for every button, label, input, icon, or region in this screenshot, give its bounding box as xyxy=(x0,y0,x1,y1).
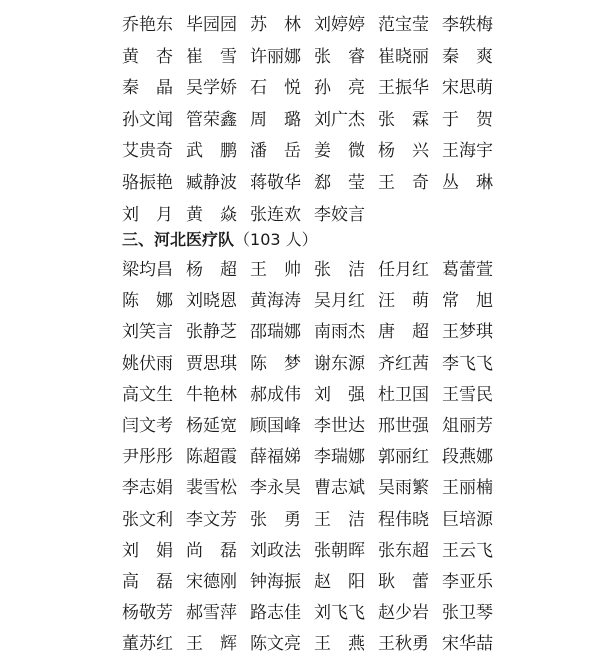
person-name: 梁均昌 xyxy=(122,260,173,280)
person-name: 蒋敬华 xyxy=(250,173,301,193)
person-name: 武 鹏 xyxy=(186,141,237,162)
person-name: 臧静波 xyxy=(186,173,237,193)
person-name: 张文利 xyxy=(122,509,173,530)
person-name: 张连欢 xyxy=(250,204,301,225)
person-name: 刘广杰 xyxy=(314,109,365,130)
person-name: 管荣鑫 xyxy=(186,109,237,130)
person-name: 苏 林 xyxy=(250,15,301,35)
person-name: 张卫琴 xyxy=(442,603,493,624)
person-name: 张静芝 xyxy=(186,322,237,343)
person-name: 潘 岳 xyxy=(250,141,301,162)
person-name: 乔艳东 xyxy=(122,15,173,35)
person-name: 李轶梅 xyxy=(442,15,493,35)
person-name: 闫文考 xyxy=(122,416,173,436)
person-name: 赵少岩 xyxy=(378,603,429,624)
person-name: 崔晓丽 xyxy=(378,46,429,67)
person-name: 任月红 xyxy=(378,260,429,280)
person-name: 汪 萌 xyxy=(378,291,429,312)
person-name: 尹彤彤 xyxy=(122,447,173,468)
person-name: 王秋勇 xyxy=(378,634,429,655)
person-name: 宋德刚 xyxy=(186,572,237,592)
person-name: 黄 杏 xyxy=(122,46,173,67)
person-name: 刘飞飞 xyxy=(314,603,365,624)
person-name: 孙 亮 xyxy=(314,78,365,99)
person-name: 李文芳 xyxy=(186,509,237,530)
person-name: 王丽楠 xyxy=(442,478,493,499)
person-name: 郄 莹 xyxy=(314,173,365,193)
person-name: 张 霖 xyxy=(378,109,429,130)
person-name: 高 磊 xyxy=(122,572,173,592)
person-name: 耿 蕾 xyxy=(378,572,429,592)
person-name: 秦 晶 xyxy=(122,78,173,99)
person-name: 牛艳林 xyxy=(186,384,237,405)
person-name: 刘婷婷 xyxy=(314,15,365,35)
person-name: 杜卫国 xyxy=(378,384,429,405)
person-name: 范宝莹 xyxy=(378,15,429,35)
person-name: 钟海振 xyxy=(250,572,301,592)
person-name: 姜 微 xyxy=(314,141,365,162)
person-name: 王 辉 xyxy=(186,634,237,655)
person-name: 段燕娜 xyxy=(442,447,493,468)
person-name: 吴雨繁 xyxy=(378,478,429,499)
person-name: 郝成伟 xyxy=(250,384,301,405)
person-name: 尚 磊 xyxy=(186,540,237,561)
person-name: 谢东源 xyxy=(314,353,365,374)
person-name: 邢世强 xyxy=(378,416,429,436)
person-name: 石 悦 xyxy=(250,78,301,99)
person-name: 南雨杰 xyxy=(314,322,365,343)
person-name: 路志佳 xyxy=(250,603,301,624)
person-name: 姚伏雨 xyxy=(122,353,173,374)
person-name: 董苏红 xyxy=(122,634,173,655)
person-name: 李世达 xyxy=(314,416,365,436)
person-name: 唐 超 xyxy=(378,322,429,343)
person-name: 刘政法 xyxy=(250,540,301,561)
person-name: 齐红茜 xyxy=(378,353,429,374)
person-name: 周 璐 xyxy=(250,109,301,130)
section-heading-title: 三、河北医疗队 xyxy=(122,230,235,249)
person-name: 刘笑言 xyxy=(122,322,173,343)
person-name: 许丽娜 xyxy=(250,46,301,67)
person-name: 黄海涛 xyxy=(250,291,301,312)
person-name: 刘 娟 xyxy=(122,540,173,561)
person-name: 李瑞娜 xyxy=(314,447,365,468)
person-name: 秦 爽 xyxy=(442,46,493,67)
person-name: 李亚乐 xyxy=(442,572,493,592)
person-name: 程伟晓 xyxy=(378,509,429,530)
person-name: 于 贺 xyxy=(442,109,493,130)
person-name: 黄 焱 xyxy=(186,204,237,225)
person-name: 王振华 xyxy=(378,78,429,99)
person-name: 王 帅 xyxy=(250,260,301,280)
person-name: 贾思琪 xyxy=(186,353,237,374)
person-name: 张 勇 xyxy=(250,509,301,530)
person-name: 高文生 xyxy=(122,384,173,405)
person-name: 张朝晖 xyxy=(314,540,365,561)
person-name: 张 洁 xyxy=(314,260,365,280)
person-name: 王 洁 xyxy=(314,509,365,530)
person-name: 李姣言 xyxy=(314,204,365,225)
person-name: 赵 阳 xyxy=(314,572,365,592)
person-name: 曹志斌 xyxy=(314,478,365,499)
person-name: 陈 娜 xyxy=(122,291,173,312)
person-name: 王雪民 xyxy=(442,384,493,405)
person-name: 俎丽芳 xyxy=(442,416,493,436)
person-name: 王海宇 xyxy=(442,141,493,162)
person-name: 薛福娣 xyxy=(250,447,301,468)
person-name: 陈 梦 xyxy=(250,353,301,374)
person-name: 杨延宽 xyxy=(186,416,237,436)
person-name: 陈超霞 xyxy=(186,447,237,468)
person-name: 郭丽红 xyxy=(378,447,429,468)
person-name: 王 奇 xyxy=(378,173,429,193)
person-name: 王梦琪 xyxy=(442,322,493,343)
person-name: 刘 月 xyxy=(122,204,173,225)
person-name: 宋思萌 xyxy=(442,78,493,99)
person-name: 杨敬芳 xyxy=(122,603,173,624)
person-name: 常 旭 xyxy=(442,291,493,312)
person-name: 王云飞 xyxy=(442,540,493,561)
person-name: 张 睿 xyxy=(314,46,365,67)
person-name: 郝雪萍 xyxy=(186,603,237,624)
person-name: 王 燕 xyxy=(314,634,365,655)
person-name: 顾国峰 xyxy=(250,416,301,436)
person-name: 艾贵奇 xyxy=(122,141,173,162)
person-name: 刘晓恩 xyxy=(186,291,237,312)
person-name: 刘 强 xyxy=(314,384,365,405)
person-name: 巨培源 xyxy=(442,509,493,530)
person-name: 葛蕾萱 xyxy=(442,260,493,280)
person-name: 吴学娇 xyxy=(186,78,237,99)
person-name: 崔 雪 xyxy=(186,46,237,67)
person-name: 张东超 xyxy=(378,540,429,561)
person-name: 陈文亮 xyxy=(250,634,301,655)
person-name: 骆振艳 xyxy=(122,173,173,193)
section-heading-count: （103 人） xyxy=(234,230,318,249)
person-name: 李飞飞 xyxy=(442,353,493,374)
person-name: 宋华喆 xyxy=(442,634,493,655)
person-name: 吴月红 xyxy=(314,291,365,312)
person-name: 李永昊 xyxy=(250,478,301,499)
person-name: 杨 超 xyxy=(186,260,237,280)
person-name: 李志娟 xyxy=(122,478,173,499)
person-name: 丛 琳 xyxy=(442,173,493,193)
section-heading xyxy=(122,229,318,251)
person-name: 杨 兴 xyxy=(378,141,429,162)
person-name: 裴雪松 xyxy=(186,478,237,499)
person-name: 邵瑞娜 xyxy=(250,322,301,343)
person-name: 毕园园 xyxy=(186,15,237,35)
person-name: 孙文闻 xyxy=(122,109,173,130)
